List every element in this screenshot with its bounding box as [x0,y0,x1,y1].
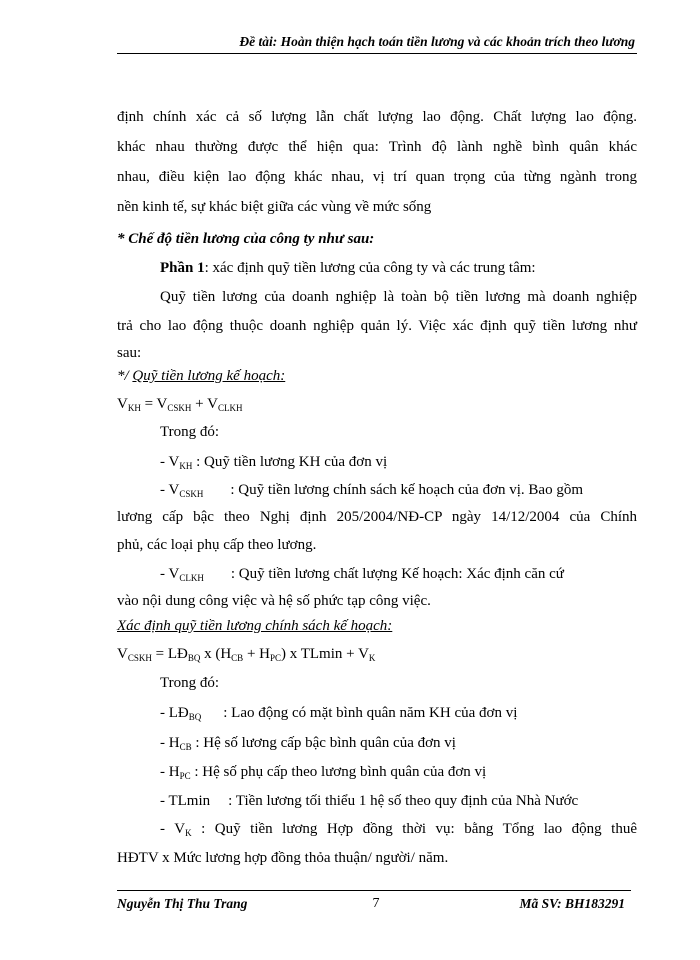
eq2-h1-sub: CB [231,653,244,663]
eq1-t1-sub: CSKH [167,403,192,413]
def-ld-text: : Lao động có mặt bình quân năm KH của đơn vị [223,705,518,721]
policy-heading: Xác định quỹ tiền lương chính sách kế hoạch: [117,618,393,634]
def-hpc-sub: PC [179,771,191,781]
eq2-mid2: + H [243,646,270,662]
def-vcskh-text: : Quỹ tiền lương chính sách kế hoạch của đơn vị. Bao gồm [230,482,584,498]
equation-vkh [117,396,242,413]
footer-author: Nguyễn Thị Thu Trang [117,896,248,911]
def-vclkh-text: : Quỹ tiền lương chất lượng Kế hoạch: Xác định căn cứ [230,566,564,582]
def-vclkh-sub: CLKH [179,573,204,583]
intro-line-1: định chính xác cả số lượng lẫn chất lượng lao động. Chất lượng lao động. [117,109,637,125]
def-hpc-dash: - [160,764,169,780]
plan-heading-text: Quỹ tiền lương kế hoạch: [132,368,286,384]
eq2-mid1: x (H [200,646,232,662]
eq1-op: = [140,396,157,412]
def-hcb-sub: CB [179,742,192,752]
plan-heading [117,368,285,385]
intro-line-4: nền kinh tế, sự khác biệt giữa các vùng về mức sống [117,199,432,215]
eq1-t1: V [156,396,168,412]
def-hcb [160,735,456,752]
def-vclkh-dash: - [160,566,169,582]
intro-line-3: nhau, điều kiện lao động khác nhau, vị trí quan trọng của từng ngành trong [117,169,637,185]
fund-line-1: Quỹ tiền lương của doanh nghiệp là toàn bộ tiền lương mà doanh nghiệp [160,289,637,305]
def-hpc-symbol: H [168,764,180,780]
def-hcb-symbol: H [168,735,180,751]
equation-vcskh [117,646,375,663]
def-vcskh-line-2: lương cấp bậc theo Nghị định 205/2004/NĐ-CP ngày 14/12/2004 của Chính [117,509,637,525]
eq1-t2-sub: CLKH [217,403,243,413]
eq2-eq: = LĐ [151,646,188,662]
eq2-lhs: V [117,646,128,662]
where-label-2: Trong đó: [160,675,220,691]
def-vkh [160,454,387,471]
def-vk-sub: K [185,828,192,838]
def-tlmin-text: : Tiền lương tối thiểu 1 hệ số theo quy định của Nhà Nước [228,793,579,809]
part1-line [160,260,536,277]
footer-rule [117,890,631,891]
fund-line-2: trả cho lao động thuộc doanh nghiệp quản lý. Việc xác định quỹ tiền lương như [117,318,637,334]
def-hpc-text: : Hệ số phụ cấp theo lương bình quân của đơn vị [190,764,487,780]
def-hpc [160,764,486,781]
def-ld-sub: BQ [188,712,202,722]
fund-line-3: sau: [117,345,142,361]
def-ld-symbol: LĐ [168,705,189,721]
def-tlmin-symbol: TLmin [168,793,211,809]
def-vk-dash: - [160,821,175,837]
eq2-mid3: ) x TLmin + V [281,646,369,662]
def-vcskh-symbol: V [168,482,180,498]
def-vcskh-dash: - [160,482,169,498]
eq2-v-sub: K [368,653,376,663]
eq1-lhs-sub: KH [127,403,141,413]
def-vclkh-symbol: V [168,566,180,582]
def-ld [160,705,517,722]
def-vcskh [160,482,583,499]
def-vk [160,821,637,838]
footer-page-number: 7 [372,896,380,911]
page-header-title: Đề tài: Hoàn thiện hạch toán tiền lương và các khoản trích theo lương [239,34,635,49]
def-hcb-text: : Hệ số lương cấp bậc bình quân của đơn vị [191,735,456,751]
section-heading: * Chế độ tiền lương của công ty như sau: [117,231,375,247]
intro-line-2: khác nhau thường được thể hiện qua: Trình độ lành nghề bình quân khác [117,139,637,155]
def-vkh-dash: - [160,454,169,470]
def-vclkh-line-2: vào nội dung công việc và hệ số phức tạp công việc. [117,593,431,609]
part1-label: Phần 1 [160,260,205,276]
eq2-h2-sub: PC [269,653,281,663]
def-vclkh [160,566,564,583]
def-vk-symbol: V [174,821,186,837]
eq1-lhs: V [117,396,128,412]
eq1-t2: V [207,396,218,412]
def-vk-text: : Quỹ tiền lương Hợp đồng thời vụ: bằng Tổng lao động thuê [191,821,637,837]
def-vkh-symbol: V [168,454,180,470]
footer-student-id: Mã SV: BH183291 [519,896,625,911]
def-tlmin-dash: - [160,793,169,809]
eq1-plus: + [191,396,208,412]
header-rule [117,53,637,54]
part1-text: : xác định quỹ tiền lương của công ty và các trung tâm: [204,260,536,276]
def-vkh-sub: KH [179,461,193,471]
eq2-lhs-sub: CSKH [127,653,152,663]
plan-heading-prefix: */ [117,368,133,384]
def-vcskh-line-3: phủ, các loại phụ cấp theo lương. [117,537,317,553]
def-vk-line-2: HĐTV x Mức lương hợp đồng thỏa thuận/ người/ năm. [117,850,449,866]
where-label-1: Trong đó: [160,424,220,440]
def-hcb-dash: - [160,735,169,751]
def-vkh-text: : Quỹ tiền lương KH của đơn vị [192,454,388,470]
eq2-ld-sub: BQ [187,653,201,663]
def-ld-dash: - [160,705,169,721]
def-vcskh-sub: CSKH [179,489,204,499]
def-tlmin [160,793,578,810]
